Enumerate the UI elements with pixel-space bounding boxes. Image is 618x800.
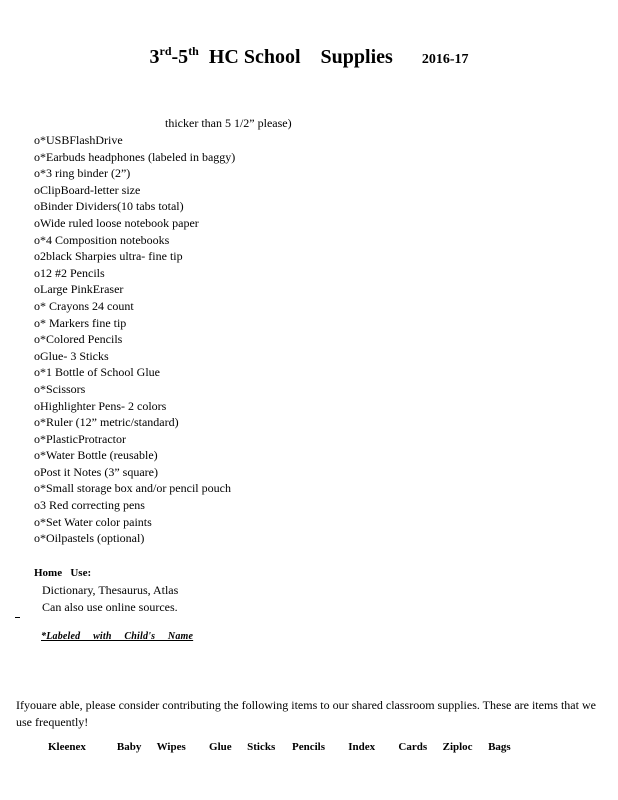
supply-item: oBinder Dividers(10 tabs total) — [34, 199, 184, 214]
supply-list — [34, 132, 235, 547]
supply-item: o* Crayons 24 count — [34, 298, 134, 313]
home-use-line: Can also use online sources. — [42, 600, 178, 614]
supply-item: o*4 Composition notebooks — [34, 232, 170, 247]
supply-item: oGlue- 3 Sticks — [34, 348, 109, 363]
supply-item: o3 Red correcting pens — [34, 498, 145, 513]
shared-items-right: Pencils Index Cards Ziploc Bags — [292, 741, 511, 753]
supply-item: o*Ruler (12” metric/standard) — [34, 415, 179, 430]
supply-item: o*Water Bottle (reusable) — [34, 448, 158, 463]
labeled-note: *Labeled with Child's Name — [41, 631, 194, 642]
contribution-paragraph: Ifyouare able, please consider contributing the following items to our shared classroom supplies. These are items that we use frequently! — [16, 698, 596, 729]
shared-items-left: Kleenex Baby Wipes Glue Sticks — [48, 741, 276, 753]
supply-item: o12 #2 Pencils — [34, 265, 105, 280]
supply-item: oPost it Notes (3” square) — [34, 464, 158, 479]
binder-note: thicker than 5 1/2” please) — [165, 116, 292, 130]
supply-item: o*Earbuds headphones (labeled in baggy) — [34, 149, 236, 164]
title-year: 2016-17 — [421, 52, 469, 67]
supply-item: o*PlasticProtractor — [34, 431, 126, 446]
supply-item: o*Oilpastels (optional) — [34, 531, 145, 546]
supply-item: o*3 ring binder (2”) — [34, 166, 131, 181]
supply-item: oWide ruled loose notebook paper — [34, 215, 199, 230]
supply-item: oLarge PinkEraser — [34, 282, 124, 297]
supply-item: oHighlighter Pens- 2 colors — [34, 398, 167, 413]
supply-item: o*Set Water color paints — [34, 514, 152, 529]
supply-item: o*USBFlashDrive — [34, 133, 123, 147]
title-text: HC School Supplies — [208, 46, 393, 68]
supply-item: o2black Sharpies ultra- fine tip — [34, 249, 183, 264]
title-grade-end: -5 — [171, 46, 189, 68]
supply-item: oClipBoard-letter size — [34, 182, 141, 197]
supply-item: o* Markers fine tip — [34, 315, 127, 330]
supply-item: o*Scissors — [34, 381, 86, 396]
title-sup-th: th — [188, 44, 199, 58]
title-grade-start: 3 — [149, 46, 160, 68]
divider-dash — [15, 617, 20, 618]
home-use-heading: Home Use: — [34, 567, 92, 579]
supply-item: o*1 Bottle of School Glue — [34, 365, 160, 380]
home-use-line: Dictionary, Thesaurus, Atlas — [42, 583, 179, 597]
supply-item: o*Small storage box and/or pencil pouch — [34, 481, 231, 496]
page-title — [0, 44, 618, 69]
supply-item: o*Colored Pencils — [34, 332, 123, 347]
title-sup-rd: rd — [159, 44, 172, 58]
home-use-section — [34, 565, 178, 616]
